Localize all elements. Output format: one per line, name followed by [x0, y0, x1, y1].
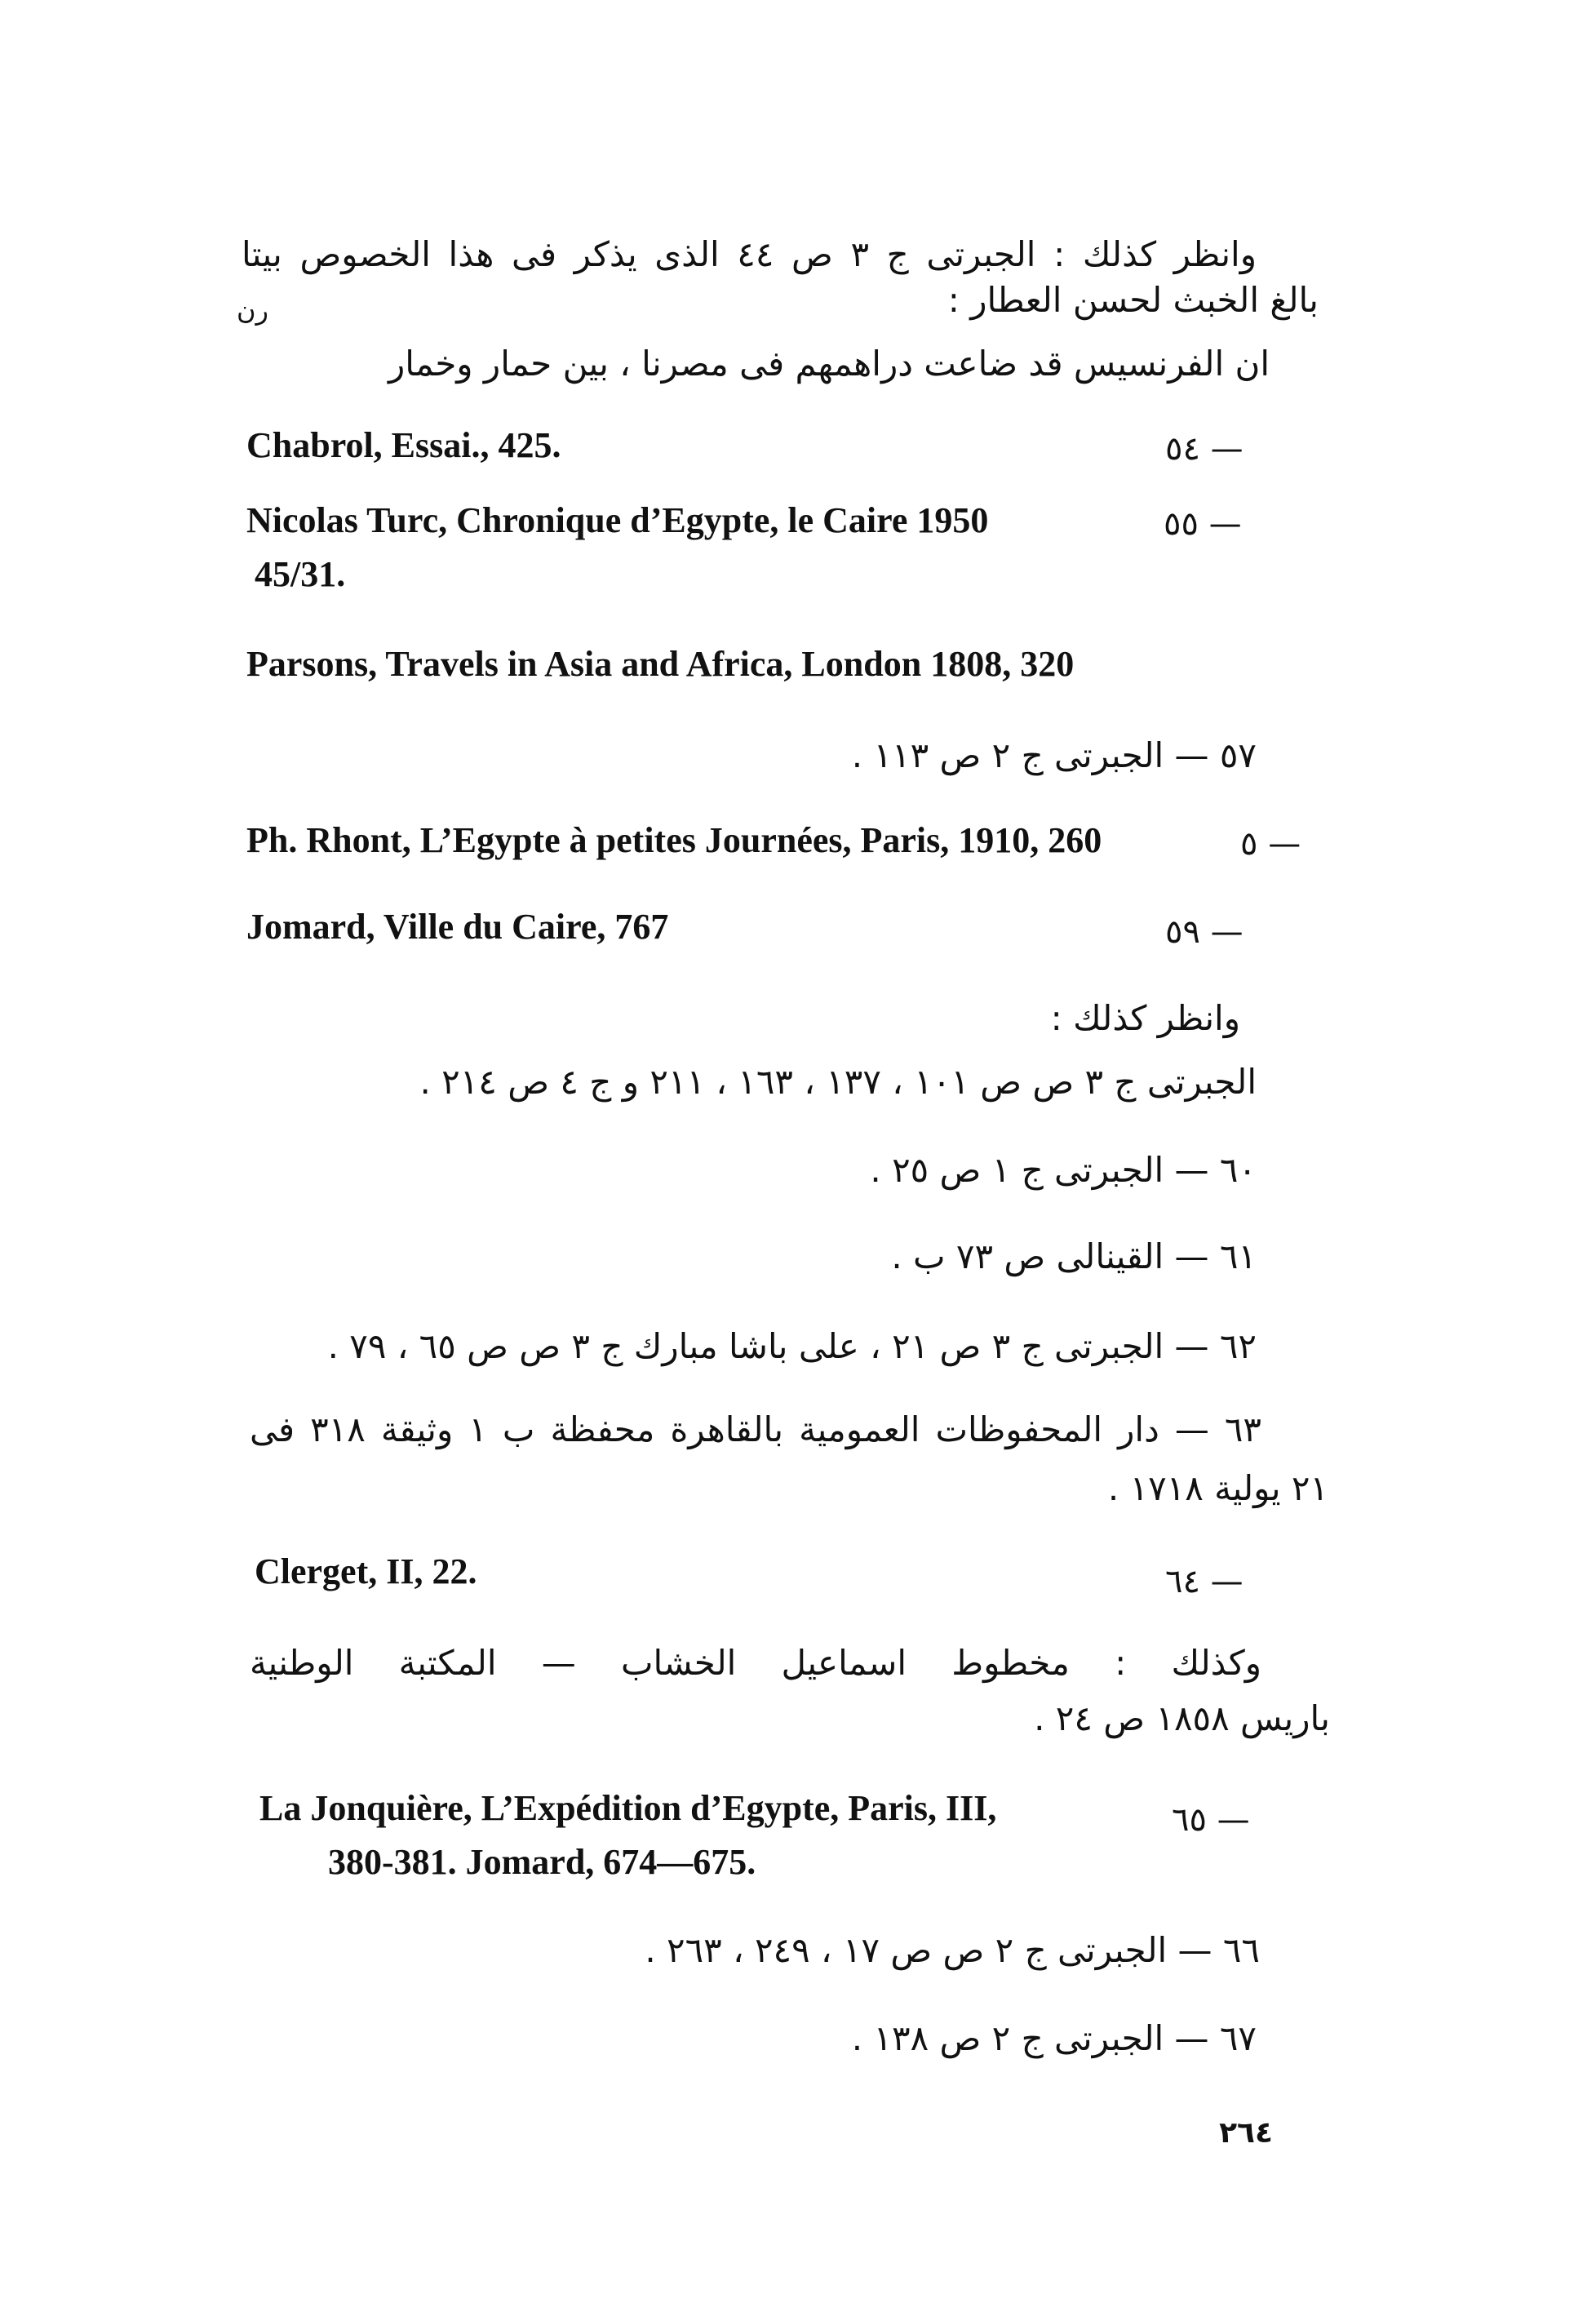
note-arabic: باريس ١٨٥٨ ص ٢٤ .	[1034, 1698, 1330, 1738]
note-arabic: ٦٠ — الجبرتى ج ١ ص ٢٥ .	[870, 1150, 1257, 1190]
note-arabic: وانظر كذلك :	[1050, 998, 1240, 1038]
note-number: — ٥٥	[1164, 505, 1242, 543]
page-number: ٢٦٤	[1219, 2116, 1273, 2150]
note-number: — ٥٩	[1165, 913, 1244, 951]
note-citation: 380-381. Jomard, 674—675.	[328, 1842, 756, 1882]
note-paragraph-mark: رن	[237, 295, 268, 326]
note-arabic: ٦٢ — الجبرتى ج ٣ ص ٢١ ، على باشا مبارك ج ٣ ص ص ٦٥ ، ٧٩ .	[327, 1326, 1257, 1366]
note-citation: Clerget, II, 22.	[255, 1551, 477, 1591]
note-citation: Nicolas Turc, Chronique d’Egypte, le Caire 1950	[246, 500, 989, 540]
note-citation: Chabrol, Essai., 425.	[246, 425, 561, 465]
note-arabic: وكذلك : مخطوط اسماعيل الخشاب — المكتبة الوطنية	[250, 1643, 1261, 1683]
note-number: — ٦٤	[1165, 1563, 1244, 1600]
verse-line: ان الفرنسيس قد ضاعت دراهمهم فى مصرنا ، بين حمار وخمار	[388, 344, 1270, 384]
note-number: — ٥٤	[1165, 430, 1244, 468]
note-arabic: ٦٦ — الجبرتى ج ٢ ص ص ١٧ ، ٢٤٩ ، ٢٦٣ .	[645, 1930, 1260, 1970]
note-citation: 45/31.	[255, 554, 346, 594]
note-citation: Parsons, Travels in Asia and Africa, London 1808, 320	[246, 644, 1075, 684]
note-number: — ٥	[1240, 825, 1301, 863]
note-arabic: ٦٣ — دار المحفوظات العمومية بالقاهرة محفظة ب ١ وثيقة ٣١٨ فى	[250, 1409, 1261, 1449]
note-paragraph-line: بالغ الخبث لحسن العطار :	[947, 280, 1319, 320]
note-citation: Jomard, Ville du Caire, 767	[246, 907, 669, 947]
note-arabic: ٢١ يولية ١٧١٨ .	[1107, 1468, 1328, 1508]
note-paragraph-line: وانظر كذلك : الجبرتى ج ٣ ص ٤٤ الذى يذكر فى هذا الخصوص بيتا	[242, 234, 1257, 274]
note-number: — ٦٥	[1172, 1801, 1250, 1839]
note-arabic: الجبرتى ج ٣ ص ص ١٠١ ، ١٣٧ ، ١٦٣ ، ٢١١ و ج ٤ ص ٢١٤ .	[419, 1062, 1257, 1102]
note-citation: La Jonquière, L’Expédition d’Egypte, Paris, III,	[259, 1788, 997, 1828]
note-arabic: ٦١ — القينالى ص ٧٣ ب .	[891, 1236, 1257, 1276]
note-arabic: ٥٧ — الجبرتى ج ٢ ص ١١٣ .	[851, 735, 1257, 775]
note-arabic: ٦٧ — الجبرتى ج ٢ ص ١٣٨ .	[851, 2018, 1257, 2058]
note-citation: Ph. Rhont, L’Egypte à petites Journées, Paris, 1910, 260	[246, 820, 1102, 860]
